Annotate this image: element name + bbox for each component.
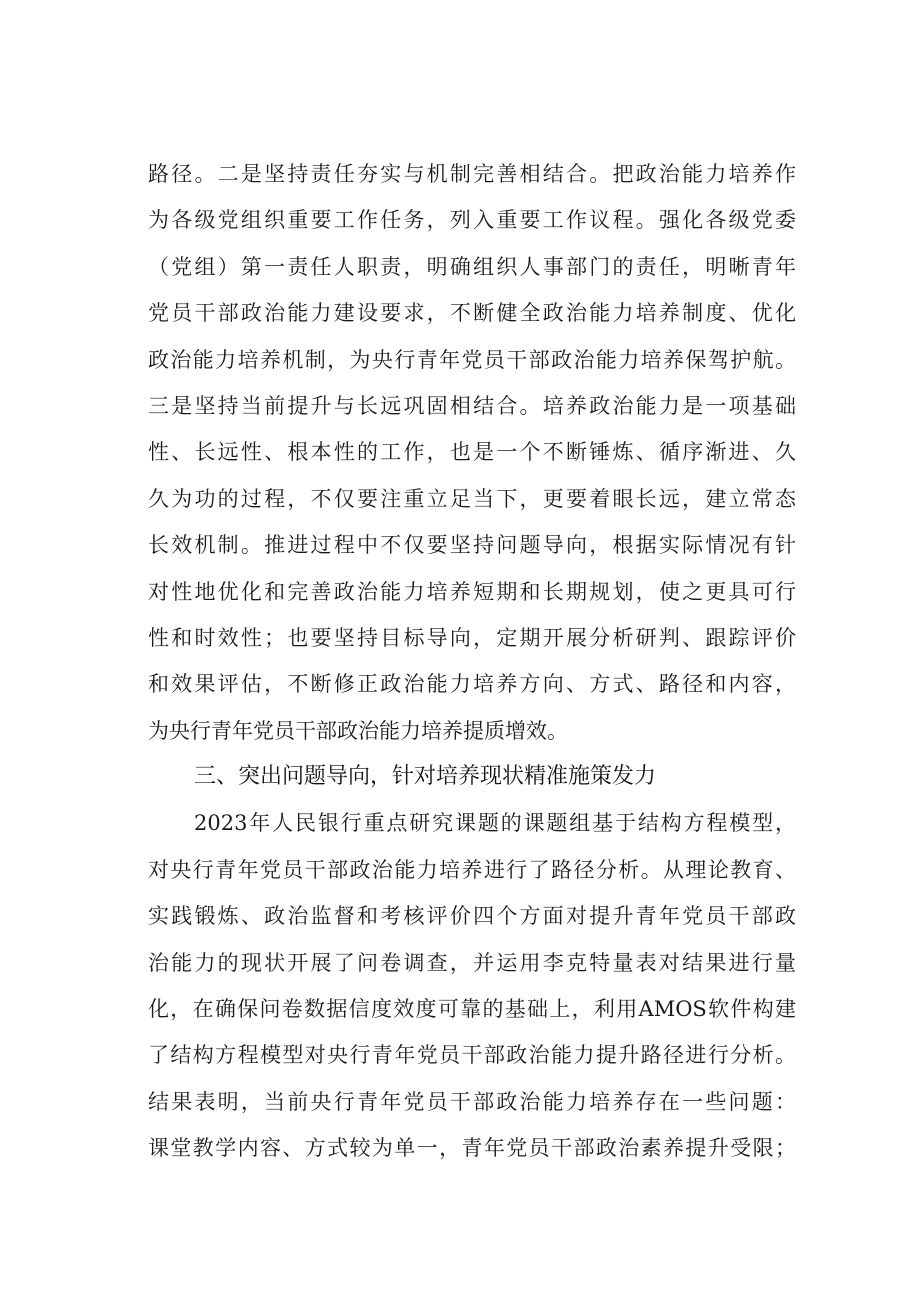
- paragraph-line: 长效机制。推进过程中不仅要坚持问题导向，根据实际情况有针: [148, 533, 796, 558]
- paragraph-line: 政治能力培养机制，为央行青年党员干部政治能力培养保驾护航。: [148, 347, 796, 372]
- document-body: [148, 151, 796, 1172]
- paragraph-line: 化，在确保问卷数据信度效度可靠的基础上，利用AMOS软件构建: [148, 997, 796, 1022]
- paragraph-line: 2023年人民银行重点研究课题的课题组基于结构方程模型，: [194, 811, 796, 836]
- paragraph-line: 治能力的现状开展了问卷调查，并运用李克特量表对结果进行量: [148, 950, 796, 975]
- paragraph-line: 和效果评估，不断修正政治能力培养方向、方式、路径和内容，: [148, 672, 796, 697]
- paragraph-line: 对性地优化和完善政治能力培养短期和长期规划，使之更具可行: [148, 579, 796, 604]
- paragraph-line: 久为功的过程，不仅要注重立足当下，更要着眼长远，建立常态: [148, 486, 796, 511]
- paragraph-line: 党员干部政治能力建设要求，不断健全政治能力培养制度、优化: [148, 301, 796, 326]
- paragraph-line: 实践锻炼、政治监督和考核评价四个方面对提升青年党员干部政: [148, 904, 796, 929]
- paragraph-line: 结果表明，当前央行青年党员干部政治能力培养存在一些问题：: [148, 1089, 796, 1114]
- paragraph-line: 课堂教学内容、方式较为单一，青年党员干部政治素养提升受限；: [148, 1136, 796, 1161]
- paragraph-line: 了结构方程模型对央行青年党员干部政治能力提升路径进行分析。: [148, 1043, 796, 1068]
- section-heading: 三、突出问题导向，针对培养现状精准施策发力: [194, 764, 657, 790]
- paragraph-line: 为央行青年党员干部政治能力培养提质增效。: [148, 718, 568, 743]
- paragraph-line: 为各级党组织重要工作任务，列入重要工作议程。强化各级党委: [148, 208, 796, 233]
- paragraph-line: 三是坚持当前提升与长远巩固相结合。培养政治能力是一项基础: [148, 393, 796, 418]
- paragraph-line: 对央行青年党员干部政治能力培养进行了路径分析。从理论教育、: [148, 857, 796, 882]
- paragraph-line: 性和时效性；也要坚持目标导向，定期开展分析研判、跟踪评价: [148, 625, 796, 650]
- paragraph-line: （党组）第一责任人职责，明确组织人事部门的责任，明晰青年: [148, 254, 796, 279]
- paragraph-line: 路径。二是坚持责任夯实与机制完善相结合。把政治能力培养作: [148, 162, 796, 186]
- paragraph-line: 性、长远性、根本性的工作，也是一个不断锤炼、循序渐进、久: [148, 440, 796, 465]
